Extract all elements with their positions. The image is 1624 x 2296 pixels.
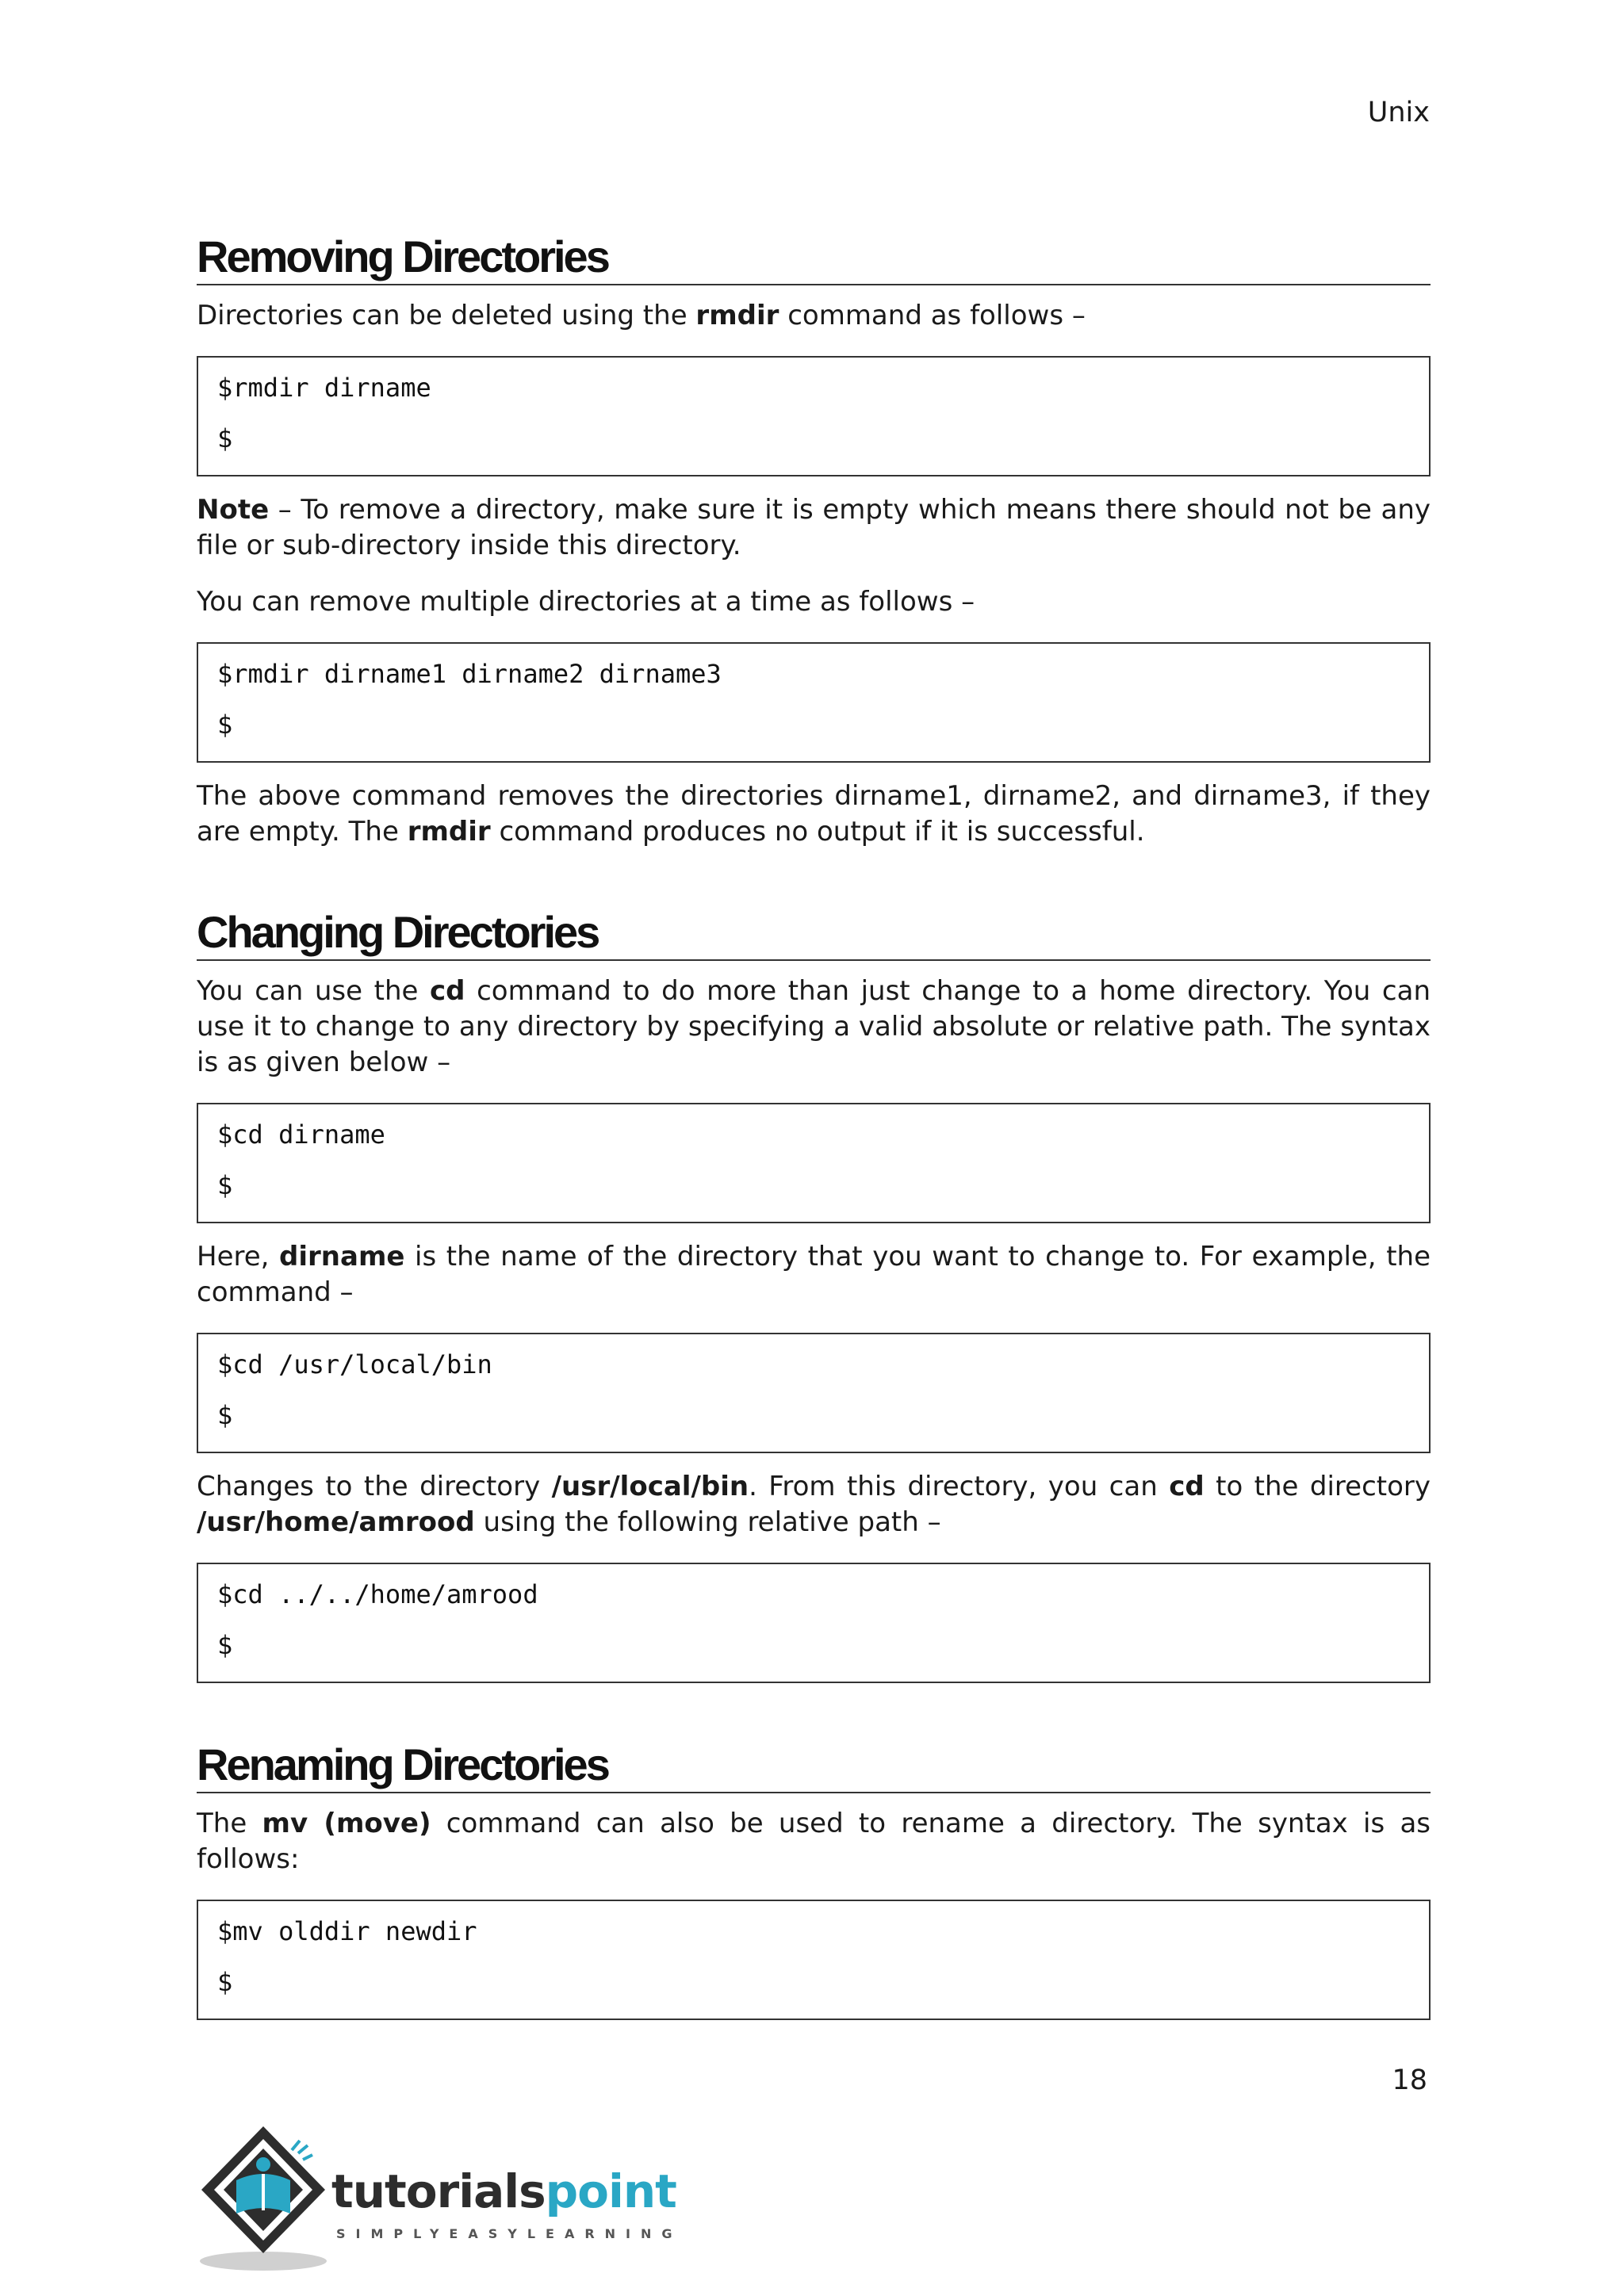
section-removing-directories — [197, 232, 1431, 850]
code-line: $cd dirname — [217, 1119, 385, 1150]
paragraph — [197, 974, 1431, 1081]
inline-path: /usr/home/amrood — [197, 1506, 475, 1538]
code-line: $ — [217, 1170, 233, 1200]
code-line: $ — [217, 710, 233, 740]
tutorialspoint-logo — [190, 2118, 698, 2277]
text: command to do more than just change to a home directory. You can use it to change to any directory by specifying a valid absolute or relative path. The syntax is as given below – — [197, 975, 1431, 1078]
code-block — [197, 642, 1431, 763]
code-block — [197, 1103, 1431, 1223]
inline-command: rmdir — [695, 300, 779, 331]
code-line: $rmdir dirname1 dirname2 dirname3 — [217, 659, 722, 689]
code-line: $ — [217, 423, 233, 453]
text: using the following relative path – — [474, 1506, 941, 1538]
text: Changes to the directory — [197, 1471, 552, 1502]
page-number: 18 — [1392, 2064, 1427, 2096]
paragraph — [197, 1469, 1431, 1540]
inline-path: /usr/local/bin — [551, 1471, 749, 1502]
text: The — [197, 1808, 262, 1839]
running-header: Unix — [1367, 97, 1430, 128]
paragraph — [197, 298, 1431, 334]
section-title: Renaming Directories — [197, 1739, 1431, 1793]
text: Here, — [197, 1241, 280, 1272]
text: is the name of the directory that you want to change to. For example, the command – — [197, 1241, 1431, 1308]
paragraph — [197, 1239, 1431, 1311]
code-line: $mv olddir newdir — [217, 1916, 477, 1946]
inline-command: cd — [430, 975, 465, 1007]
logo-wordmark — [331, 2164, 676, 2218]
text: – To remove a directory, make sure it is empty which means there should not be any file or sub-directory inside this directory. — [197, 494, 1431, 561]
logo-word-teal: point — [545, 2164, 676, 2218]
code-line: $rmdir dirname — [217, 373, 431, 403]
code-line: $ — [217, 1400, 233, 1430]
paragraph — [197, 1806, 1431, 1877]
note-label: Note — [197, 494, 270, 526]
text: The above command removes the directories dirname1, dirname2, and dirname3, if they are empty. The — [197, 780, 1431, 848]
code-line: $cd ../../home/amrood — [217, 1579, 538, 1609]
text: You can use the — [197, 975, 431, 1007]
text: to the directory — [1204, 1471, 1431, 1502]
section-changing-directories — [197, 907, 1431, 1683]
logo-tagline: SIMPLYEASYLEARNING — [336, 2226, 683, 2241]
section-renaming-directories — [197, 1739, 1431, 2020]
inline-command: rmdir — [407, 816, 491, 848]
note-paragraph — [197, 492, 1431, 564]
logo-emblem-icon — [190, 2118, 341, 2277]
code-block — [197, 1563, 1431, 1683]
text: command as follows – — [779, 300, 1086, 331]
logo-word-dark: tutorials — [331, 2164, 546, 2218]
code-block — [197, 1333, 1431, 1453]
section-title: Removing Directories — [197, 232, 1431, 285]
inline-term: dirname — [279, 1241, 405, 1272]
section-title: Changing Directories — [197, 907, 1431, 961]
text: command produces no output if it is successful. — [490, 816, 1145, 848]
text: . From this directory, you can — [749, 1471, 1170, 1502]
paragraph: You can remove multiple directories at a time as follows – — [197, 586, 975, 618]
code-block — [197, 1900, 1431, 2020]
code-block — [197, 356, 1431, 476]
inline-command: mv (move) — [262, 1808, 431, 1839]
code-line: $ — [217, 1630, 233, 1660]
paragraph — [197, 779, 1431, 850]
inline-command: cd — [1169, 1471, 1205, 1502]
code-line: $cd /usr/local/bin — [217, 1349, 492, 1380]
text: command can also be used to rename a directory. The syntax is as follows: — [197, 1808, 1431, 1875]
text: Directories can be deleted using the — [197, 300, 696, 331]
code-line: $ — [217, 1967, 233, 1997]
